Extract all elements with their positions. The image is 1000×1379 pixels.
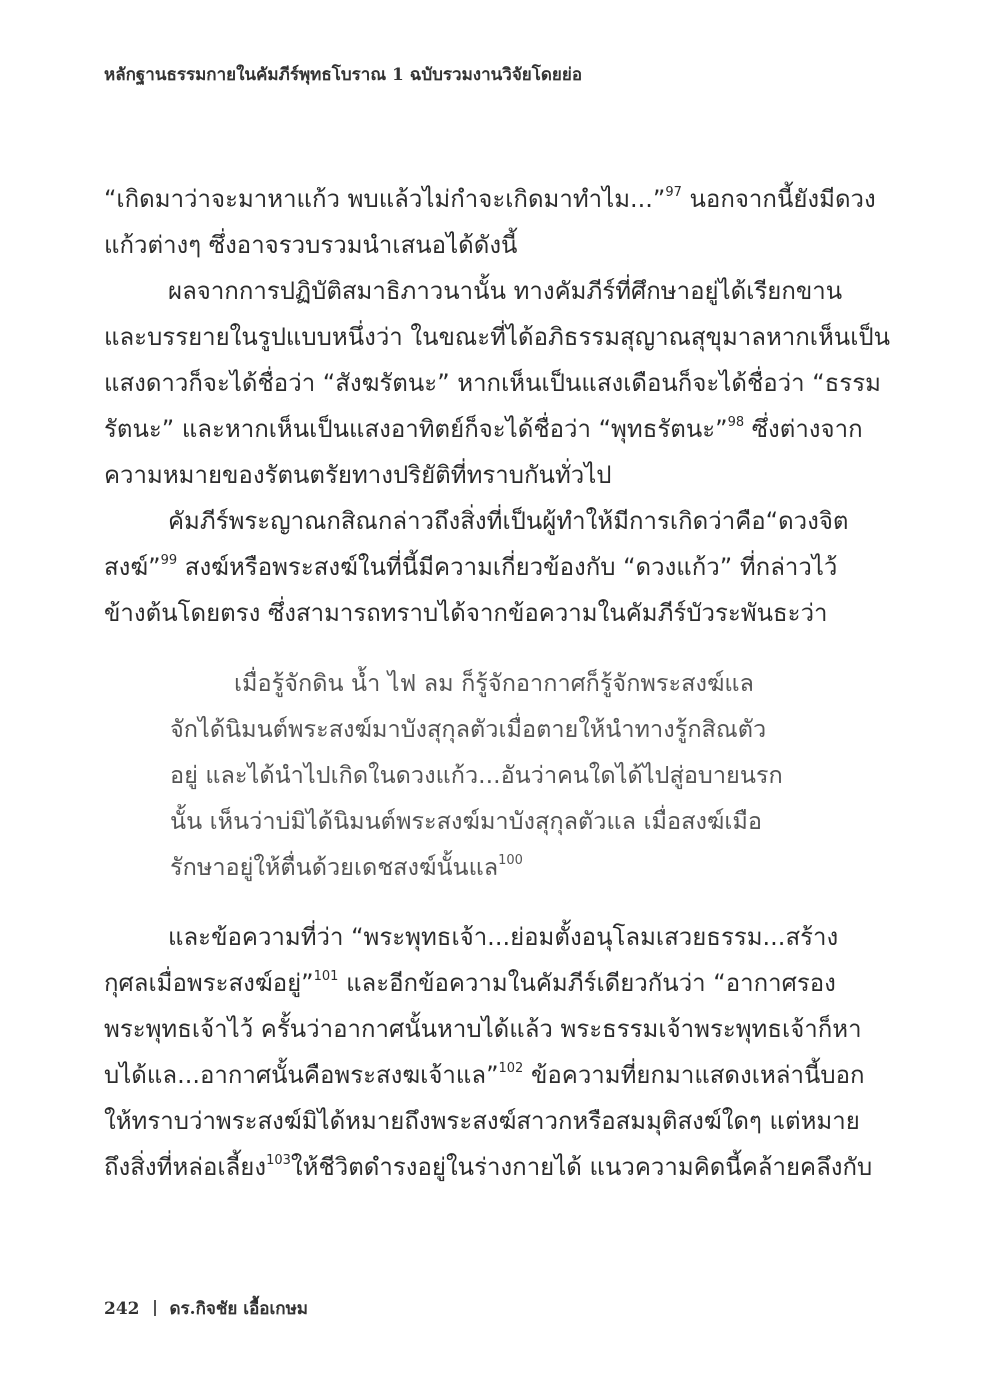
quote-line: เมื่อรู้จักดิน น้ำ ไฟ ลม ก็รู้จักอากาศก็รู้จักพระสงฆ์แล: [234, 669, 754, 697]
text-line: ถึงสิ่งที่หล่อเลี้ยง$^{103}$ให้ชีวิตดำรงอยู่ในร่างกายได้ แนวความคิดนี้คล้ายคลึงกับ: [104, 1153, 873, 1181]
paragraph-3: [104, 498, 864, 636]
block-quote: [170, 660, 864, 890]
footnote-ref: 99: [160, 553, 178, 568]
text-line: และข้อความที่ว่า “พระพุทธเจ้า...ย่อมตั้งอนุโลมเสวยธรรม...สร้าง: [168, 923, 839, 951]
text-line: ข้างต้นโดยตรง ซึ่งสามารถทราบได้จากข้อความในคัมภีร์บัวระพันธะว่า: [104, 599, 828, 627]
text-line: พระพุทธเจ้าไว้ ครั้นว่าอากาศนั้นหาบได้แล้ว พระธรรมเจ้าพระพุทธเจ้าก็หา: [104, 1015, 862, 1043]
footnote-ref: 103: [266, 1153, 291, 1168]
text-line: แก้วต่างๆ ซึ่งอาจรวบรวมนำเสนอได้ดังนี้: [104, 231, 518, 259]
page-number: 242: [104, 1299, 140, 1319]
quote-line: จักได้นิมนต์พระสงฆ์มาบังสุกุลตัวเมื่อตายให้นำทางรู้กสิณตัว: [170, 715, 767, 743]
text-line: แสงดาวก็จะได้ชื่อว่า “สังฆรัตนะ” หากเห็นเป็นแสงเดือนก็จะได้ชื่อว่า “ธรรม: [104, 369, 881, 397]
text-line: “เกิดมาว่าจะมาหาแก้ว พบแล้วไม่กำจะเกิดมาทำไม...”$^{97}$ นอกจากนี้ยังมีดวง: [104, 185, 876, 213]
text-line: สงฆ์”$^{99}$ สงฆ์หรือพระสงฆ์ในที่นี้มีความเกี่ยวข้องกับ “ดวงแก้ว” ที่กล่าวไว้: [104, 553, 838, 581]
footer-divider: [154, 1300, 156, 1316]
paragraph-2: [104, 268, 891, 498]
text-line: รัตนะ” และหากเห็นเป็นแสงอาทิตย์ก็จะได้ชื่อว่า “พุทธรัตนะ”$^{98}$ ซึ่งต่างจาก: [104, 415, 863, 443]
paragraph-1: [104, 176, 876, 268]
paragraph-4: [104, 914, 873, 1190]
footnote-ref: 100: [498, 853, 523, 868]
quote-line: อยู่ และได้นำไปเกิดในดวงแก้ว...อันว่าคนใดได้ไปสู่อบายนรก: [170, 761, 783, 789]
text-line: ผลจากการปฏิบัติสมาธิภาวนานั้น ทางคัมภีร์ที่ศึกษาอยู่ได้เรียกขาน: [168, 277, 843, 305]
quote-line: นั้น เห็นว่าบ่มิได้นิมนต์พระสงฆ์มาบังสุกุลตัวแล เมื่อสงฆ์เมือ: [170, 807, 762, 835]
text-line: บได้แล...อากาศนั้นคือพระสงฆเจ้าแล”$^{102}$ ข้อความที่ยกมาแสดงเหล่านี้บอก: [104, 1061, 865, 1089]
page-footer: [104, 1295, 308, 1322]
running-header: หลักฐานธรรมกายในคัมภีร์พุทธโบราณ 1 ฉบับรวมงานวิจัยโดยย่อ: [104, 65, 583, 85]
text-line: ความหมายของรัตนตรัยทางปริยัติที่ทราบกันทั่วไป: [104, 461, 612, 489]
text-line: ให้ทราบว่าพระสงฆ์มิได้หมายถึงพระสงฆ์สาวกหรือสมมุติสงฆ์ใดๆ แต่หมาย: [104, 1107, 860, 1135]
footnote-ref: 97: [665, 185, 682, 200]
text-line: และบรรยายในรูปแบบหนึ่งว่า ในขณะที่ได้อภิธรรมสุญาณสุขุมาลหากเห็นเป็น: [104, 323, 891, 351]
text-line: คัมภีร์พระญาณกสิณกล่าวถึงสิ่งที่เป็นผู้ทำให้มีการเกิดว่าคือ“ดวงจิต: [168, 507, 849, 535]
footnote-ref: 101: [313, 969, 339, 984]
footnote-ref: 102: [498, 1061, 524, 1076]
text-line: กุศลเมื่อพระสงฆ์อยู่”$^{101}$ และอีกข้อความในคัมภีร์เดียวกันว่า “อากาศรอง: [104, 969, 836, 997]
footnote-ref: 98: [727, 415, 745, 430]
body-text: [104, 176, 891, 1190]
author-name: ดร.กิจชัย เอื้อเกษม: [169, 1299, 309, 1319]
quote-line: รักษาอยู่ให้ตื่นด้วยเดชสงฆ์นั้นแล$^{100}$: [170, 853, 523, 881]
